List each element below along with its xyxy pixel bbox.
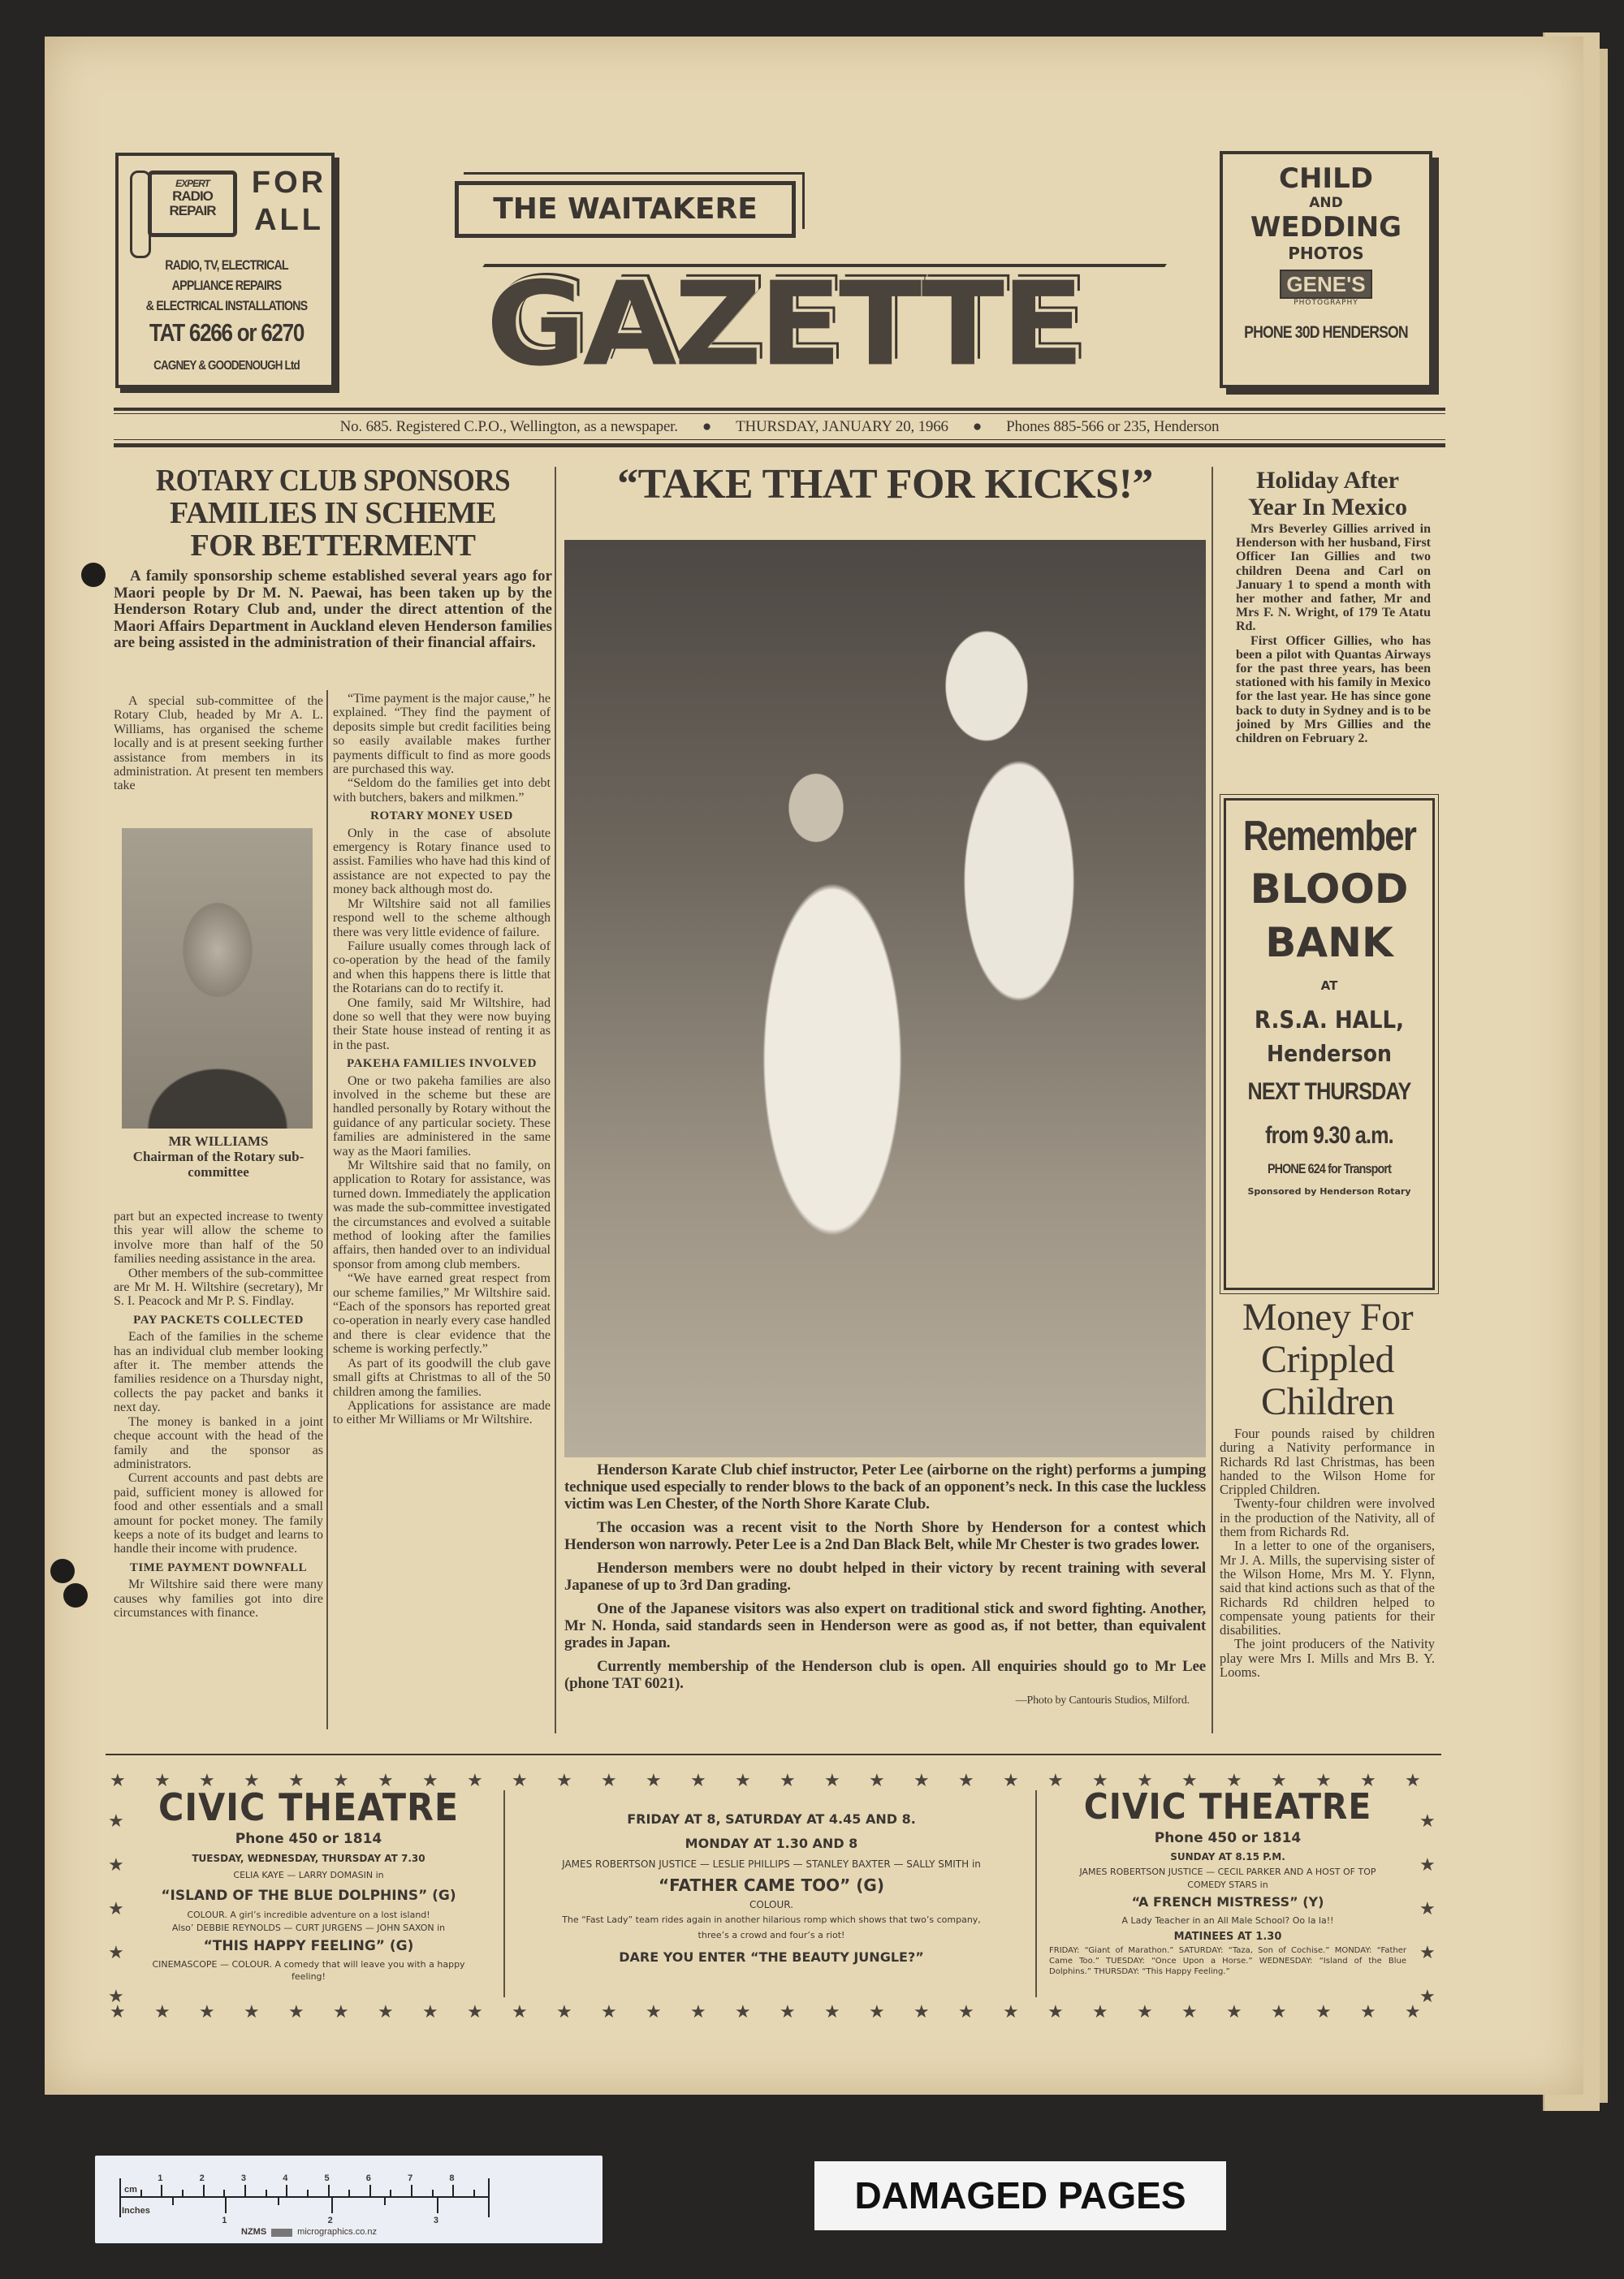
star-icon: ★	[422, 1770, 438, 1790]
ruler-tick	[225, 2197, 227, 2213]
ad-line: PHONE 624 for Transport	[1267, 1161, 1392, 1176]
ruler-tick	[182, 2190, 184, 2197]
ruler-tick-label: 2	[199, 2173, 205, 2183]
caption-paragraph: Currently membership of the Henderson club is open. All enquiries should go to Mr Lee (phone TAT 6021).	[564, 1658, 1206, 1692]
subheading: ROTARY MONEY USED	[370, 809, 513, 823]
ruler-tick-label: 5	[324, 2173, 330, 2183]
cast: JAMES ROBERTSON JUSTICE — LESLIE PHILLIPS — STANLEY BAXTER — SALLY SMITH in	[562, 1858, 981, 1870]
ruler-tick-label: 2	[327, 2216, 333, 2225]
caption-role: Chairman of the Rotary sub-committee	[132, 1149, 304, 1180]
star-icon: ★	[1360, 1770, 1376, 1790]
star-icon: ★	[108, 1854, 124, 1875]
star-icon: ★	[244, 2001, 260, 2022]
scale-ruler	[95, 2156, 603, 2243]
ruler-tick	[369, 2185, 371, 2197]
inches-label: Inches	[122, 2206, 150, 2216]
ruler-tick	[348, 2190, 350, 2197]
star-icon: ★	[1271, 1770, 1287, 1790]
star-icon: ★	[333, 2001, 349, 2022]
paragraph: Only in the case of absolute emergency is Rotary finance used to assist. Families who have had this kind of assistance are not expected to pay the money back although most do.	[333, 826, 551, 897]
star-icon: ★	[1419, 1986, 1436, 2006]
star-icon: ★	[1092, 2001, 1108, 2022]
dateline	[114, 416, 1445, 438]
mr-williams-photo	[122, 828, 313, 1129]
star-icon: ★	[1226, 1770, 1242, 1790]
star-icon: ★	[378, 1770, 394, 1790]
star-icon: ★	[1405, 2001, 1421, 2022]
ad-line: Henderson	[1267, 1040, 1392, 1067]
film-blurb: The “Fast Lady” team rides again in another hilarious romp which shows that two’s company, three’s a crowd and four’s a riot!	[562, 1914, 981, 1940]
caption-paragraph: The occasion was a recent visit to the North Shore by Henderson for a contest which Henderson won narrowly. Peter Lee is a 2nd Dan Black Belt, while Mr Chester is two grades lower.	[564, 1519, 1206, 1553]
star-icon: ★	[601, 1770, 617, 1790]
cm-label: cm	[124, 2185, 137, 2195]
ruler-tick-label: 8	[449, 2173, 455, 2183]
showtimes: FRIDAY AT 8, SATURDAY AT 4.45 AND 8.	[627, 1811, 916, 1827]
showtimes: MONDAY AT 1.30 AND 8	[685, 1836, 858, 1851]
column-rule	[326, 690, 328, 1210]
star-icon: ★	[244, 1770, 260, 1790]
rotary-column-b	[333, 692, 551, 1427]
paragraph: The money is banked in a joint cheque account with the head of the family and the sponsor as administrators.	[114, 1414, 323, 1471]
film-blurb: COLOUR. A girl’s incredible adventure on a lost island!	[187, 1910, 430, 1920]
cast: JAMES ROBERTSON JUSTICE — CECIL PARKER AND A HOST OF TOP COMEDY STARS in	[1079, 1867, 1376, 1890]
star-icon: ★	[780, 1770, 796, 1790]
ad-line: BANK	[1265, 919, 1393, 966]
star-icon: ★	[869, 1770, 885, 1790]
ad-divider	[1035, 1790, 1037, 1997]
rule	[114, 443, 1445, 447]
film-blurb: CINEMASCOPE — COLOUR. A comedy that will leave you with a happy feeling!	[152, 1959, 465, 1982]
paragraph: In a letter to one of the organisers, Mr J. A. Mills, the supervising sister of the Wilson Home, Mrs M. Y. Flynn, said that kind actions such as that of the Richards Rd children helped to compensate young patients for their disabilities.	[1220, 1538, 1435, 1638]
star-icon: ★	[1315, 2001, 1332, 2022]
star-icon: ★	[1181, 1770, 1198, 1790]
star-icon: ★	[824, 2001, 840, 2022]
star-icon: ★	[1419, 1898, 1436, 1919]
star-icon: ★	[601, 2001, 617, 2022]
star-icon: ★	[556, 1770, 572, 1790]
star-icon: ★	[556, 2001, 572, 2022]
ruler-line	[119, 2196, 489, 2198]
headline-line: Crippled	[1261, 1338, 1394, 1381]
star-icon: ★	[735, 1770, 751, 1790]
headline-line: FAMILIES IN SCHEME	[169, 496, 497, 530]
ruler-tick	[411, 2185, 412, 2197]
ad-line: AND	[1309, 195, 1343, 211]
star-icon: ★	[869, 2001, 885, 2022]
paragraph: Mrs Beverley Gillies arrived in Henderson with her husband, First Officer Ian Gillies and two children Deena and Carl on January 1 to spend a month with her mother and father, Mr and Mrs F. N. Wright, of 179 Te Atatu Rd.	[1236, 522, 1431, 634]
binding-hole	[50, 1559, 75, 1583]
paragraph: First Officer Gillies, who has been a pilot with Quantas Airways for the past three years, has been stationed with his family in Mexico for the last year. He has since gone back to duty in Sydney and is to be joined by Mrs Gillies and the children on February 2.	[1236, 633, 1431, 746]
ad-line: from 9.30 a.m.	[1265, 1122, 1393, 1149]
star-icon: ★	[288, 2001, 304, 2022]
genes-logo-sub: PHOTOGRAPHY	[1294, 299, 1358, 307]
for-text: FOR	[251, 166, 327, 200]
cast: CELIA KAYE — LARRY DOMASIN in	[233, 1870, 384, 1880]
ruler-tick	[172, 2197, 174, 2205]
ad-divider	[503, 1790, 505, 1997]
genes-logo: GENE'S	[1280, 270, 1371, 299]
ruler-tick	[437, 2197, 438, 2213]
star-icon: ★	[1137, 2001, 1153, 2022]
star-icon: ★	[1271, 2001, 1287, 2022]
showtimes: SUNDAY AT 8.15 P.M.	[1170, 1851, 1285, 1862]
star-icon: ★	[378, 2001, 394, 2022]
star-icon: ★	[1137, 1770, 1153, 1790]
paragraph: Mr Wiltshire said that no family, on application to Rotary for assistance, was turned down. Immediately the application was made the sub-committee investigated the circumstances and evolved a suitable method of looking after the families affairs, then handed over to an individual sponsor from among club members.	[333, 1159, 551, 1271]
ad-line: BLOOD	[1250, 865, 1409, 913]
holiday-body	[1236, 522, 1431, 745]
star-icon: ★	[1419, 1942, 1436, 1962]
theatre-name: CIVIC THEATRE	[158, 1785, 460, 1829]
civic-theatre-ad-right	[1049, 1786, 1406, 1977]
subheading: PAKEHA FAMILIES INVOLVED	[347, 1057, 537, 1071]
star-icon: ★	[1047, 1770, 1064, 1790]
ad-line: CHILD	[1279, 162, 1373, 195]
bullet-icon: ●	[702, 418, 712, 435]
civic-theatre-ad-left	[122, 1786, 495, 1983]
rule	[114, 408, 1445, 411]
star-icon: ★	[512, 1770, 528, 1790]
paragraph: A special sub-committee of the Rotary Club, headed by Mr A. L. Williams, has organised the scheme locally and is at present seeking further assistance from members in its administration. At present ten members take	[114, 694, 323, 793]
star-icon: ★	[467, 1770, 483, 1790]
brand-name: NZMS	[241, 2227, 267, 2237]
ruler-tick-label: 3	[433, 2216, 439, 2225]
paragraph: “Seldom do the families get into debt with butchers, bakers and milkmen.”	[333, 776, 551, 805]
matinees: MATINEES AT 1.30	[1173, 1931, 1282, 1943]
rule	[106, 1754, 1441, 1755]
column-rule	[326, 1210, 328, 1729]
ad-line: NEXT THURSDAY	[1247, 1078, 1411, 1105]
theatre-phone: Phone 450 or 1814	[235, 1831, 382, 1847]
star-icon: ★	[108, 1898, 124, 1919]
paragraph: The joint producers of the Nativity play were Mrs I. Mills and Mrs B. Y. Looms.	[1220, 1636, 1435, 1681]
star-icon: ★	[1405, 1770, 1421, 1790]
paragraph: One family, said Mr Wiltshire, had done so well that they were now buying their State house instead of renting it as in the past.	[333, 995, 551, 1052]
star-icon: ★	[646, 2001, 662, 2022]
star-icon: ★	[690, 2001, 706, 2022]
paragraph: “Time payment is the major cause,” he explained. “They find the payment of deposits simple but credit facilities being so easily available makes further payments difficult to find as more goods are purchased this way.	[333, 692, 551, 777]
ruler-tick-label: 3	[240, 2173, 247, 2183]
star-icon: ★	[108, 1986, 124, 2006]
paragraph: One or two pakeha families are also involved in the scheme but these are handled personally by Rotary without the guidance of any particular society. These families are administered in the same way as the Maori families.	[333, 1073, 551, 1159]
headline-line: Children	[1261, 1380, 1394, 1423]
paragraph: part but an expected increase to twenty this year will allow the scheme to involve more than half of the 50 families needing assistance in the area.	[114, 1210, 323, 1267]
rotary-column-a-top	[114, 694, 323, 793]
ruler-end	[119, 2178, 121, 2217]
ruler-tick	[473, 2190, 475, 2197]
paragraph: Current accounts and past debts are paid, sufficient money is allowed for food and other essentials and a small amount for pocket money. The family keeps a note of its budget and learns to handle their income with prudence.	[114, 1471, 323, 1556]
ruler-tick-label: 4	[283, 2173, 288, 2183]
phone-info: Phones 885-566 or 235, Henderson	[1006, 418, 1220, 435]
service-line: RADIO, TV, ELECTRICAL	[165, 257, 288, 273]
ad-line: R.S.A. HALL,	[1254, 1006, 1405, 1034]
karate-caption	[564, 1461, 1206, 1709]
paragraph: “We have earned great respect from our scheme families,” Mr Wiltshire said. “Each of the sponsors has reported great co-operation in nearly every case handled and there is clear evidence that the scheme is working perfectly.”	[333, 1271, 551, 1357]
binding-hole	[81, 563, 106, 587]
issue-date: THURSDAY, JANUARY 20, 1966	[736, 418, 948, 435]
all-text: ALL	[254, 203, 324, 237]
star-icon: ★	[958, 1770, 974, 1790]
caption-paragraph: One of the Japanese visitors was also expert on traditional stick and sword fighting. Another, Mr N. Honda, said standards seen in Henderson were as good as, if not better, than equivalent grades in Japan.	[564, 1600, 1206, 1651]
column-rule	[1212, 467, 1213, 1733]
ruler-tick	[328, 2185, 330, 2197]
ad-line: PHOTOS	[1288, 244, 1364, 263]
williams-photo-caption	[114, 1133, 323, 1180]
film-title: “FATHER CAME TOO” (G)	[659, 1875, 884, 1895]
rule	[114, 439, 1445, 440]
ruler-tick	[244, 2185, 246, 2197]
badge-line: REPAIR	[169, 203, 216, 218]
ruler-tick	[384, 2197, 386, 2205]
ruler-tick	[140, 2190, 142, 2197]
rotary-lead: A family sponsorship scheme established several years ago for Maori people by Dr M. N. Paewai, has been taken up by the Henderson Rotary Club and, under the direct attention of the Maori Affairs Department in Auckland eleven Henderson families are being assisted in the administration of their financial affairs.	[114, 568, 552, 651]
ad-line: AT	[1320, 978, 1338, 993]
ruler-tick	[307, 2190, 309, 2197]
star-icon: ★	[735, 2001, 751, 2022]
ruler-tick	[452, 2185, 454, 2197]
crippled-headline	[1218, 1297, 1437, 1423]
ruler-tick	[266, 2190, 267, 2197]
theatre-phone: Phone 450 or 1814	[1154, 1830, 1302, 1846]
star-icon: ★	[110, 2001, 126, 2022]
star-icon: ★	[1226, 2001, 1242, 2022]
star-icon: ★	[108, 1811, 124, 1831]
matinee-schedule: FRIDAY: “Giant of Marathon.” SATURDAY: “Taza, Son of Cochise.” MONDAY: “Father Came Too.” TUESDAY: “Once Upon a Horse.” WEDNESDAY: “Island of the Blue Dolphins.” THURSDAY: “This Happy Feeling.”	[1049, 1946, 1406, 1976]
ruler-tick	[286, 2185, 287, 2197]
rotary-column-a-bottom	[114, 1210, 323, 1620]
paragraph: Each of the families in the scheme has an individual club member looking after it. The member attends the families residence on a Thursday night, collects the pay packet and banks it next day.	[114, 1330, 323, 1415]
ruler-tick	[432, 2190, 434, 2197]
badge-line: RADIO	[172, 188, 213, 204]
star-icon: ★	[1003, 1770, 1019, 1790]
film-blurb: A Lady Teacher in an All Male School? Oo la la!!	[1121, 1915, 1334, 1926]
film-title: “ISLAND OF THE BLUE DOLPHINS” (G)	[161, 1888, 456, 1904]
star-icon: ★	[690, 1770, 706, 1790]
star-icon: ★	[199, 1770, 215, 1790]
holiday-headline	[1218, 467, 1437, 520]
headline-line: Holiday After	[1256, 467, 1399, 494]
column-rule	[555, 467, 556, 1733]
phone-number: PHONE 30D HENDERSON	[1244, 323, 1408, 342]
ad-line: Remember	[1242, 813, 1416, 860]
headline-line: Money For	[1242, 1296, 1414, 1339]
expert-radio-repair-badge	[148, 170, 237, 237]
paragraph: Four pounds raised by children during a Nativity performance in Richards Rd last Christmas, has been handed to the Wilson Home for Crippled Children.	[1220, 1426, 1435, 1498]
subheading: PAY PACKETS COLLECTED	[133, 1313, 304, 1327]
star-icon: ★	[512, 2001, 528, 2022]
star-icon: ★	[333, 1770, 349, 1790]
showtimes: TUESDAY, WEDNESDAY, THURSDAY AT 7.30	[192, 1853, 425, 1864]
paragraph: Applications for assistance are made to either Mr Williams or Mr Wiltshire.	[333, 1398, 551, 1427]
star-icon: ★	[422, 2001, 438, 2022]
ruler-brand	[241, 2227, 377, 2237]
service-line: APPLIANCE REPAIRS	[171, 278, 282, 293]
ruler-tick	[223, 2190, 225, 2197]
film-title: “A FRENCH MISTRESS” (Y)	[1131, 1894, 1324, 1910]
for-all-text	[248, 164, 330, 239]
paragraph: Mr Wiltshire said not all families respond well to the scheme although there was very little evidence of failure.	[333, 896, 551, 939]
star-icon: ★	[288, 1770, 304, 1790]
wedding-photos-ad	[1220, 151, 1432, 388]
radio-repair-ad	[115, 153, 335, 388]
star-icon: ★	[1419, 1854, 1436, 1875]
ruler-tick-label: 7	[408, 2173, 413, 2183]
brand-logo-icon	[271, 2229, 292, 2237]
star-icon: ★	[914, 1770, 930, 1790]
star-icon: ★	[958, 2001, 974, 2022]
services-list	[122, 255, 331, 316]
star-icon: ★	[1181, 2001, 1198, 2022]
caption-paragraph: Henderson Karate Club chief instructor, Peter Lee (airborne on the right) performs a jumping technique used especially to render blows to the back of an opponent’s neck. In this case the luckless victim was Len Chester, of the North Shore Karate Club.	[564, 1461, 1206, 1513]
headline-line: Year In Mexico	[1247, 494, 1408, 520]
star-icon: ★	[1047, 2001, 1064, 2022]
caption-name: MR WILLIAMS	[168, 1133, 269, 1149]
star-icon: ★	[1003, 2001, 1019, 2022]
phone-number: TAT 6266 or 6270	[149, 318, 304, 347]
paragraph: Failure usually comes through lack of co-operation by the head of the family and when this happens there is little that the Rotarians can do to rectify it.	[333, 939, 551, 996]
star-icon: ★	[1419, 1811, 1436, 1831]
star-icon: ★	[110, 1770, 126, 1790]
ruler-tick	[161, 2185, 162, 2197]
ruler-end	[488, 2178, 490, 2217]
issue-info: No. 685. Registered C.P.O., Wellington, as a newspaper.	[339, 418, 678, 435]
headline-line: ROTARY CLUB SPONSORS	[155, 464, 511, 498]
star-icon: ★	[154, 1770, 171, 1790]
cast: Also’ DEBBIE REYNOLDS — CURT JURGENS — JOHN SAXON in	[171, 1923, 446, 1933]
gazette-logo	[398, 158, 1169, 394]
civic-theatre-ad-middle	[520, 1806, 1023, 1972]
star-icon: ★	[467, 2001, 483, 2022]
star-icon: ★	[646, 1770, 662, 1790]
brand-site: micrographics.co.nz	[297, 2227, 377, 2237]
bullet-icon: ●	[972, 418, 983, 435]
ruler-tick-label: 1	[158, 2173, 163, 2183]
ruler-tick	[331, 2197, 333, 2213]
badge-line: EXPERT	[175, 178, 209, 189]
karate-headline: “TAKE THAT FOR KICKS!”	[617, 461, 1153, 507]
star-icon: ★	[108, 1942, 124, 1962]
colour-note: COLOUR.	[749, 1899, 794, 1910]
company-name: CAGNEY & GOODENOUGH Ltd	[153, 359, 300, 373]
star-icon: ★	[914, 2001, 930, 2022]
masthead-banner: THE WAITAKERE	[455, 181, 796, 238]
ruler-tick-label: 6	[365, 2173, 371, 2183]
ruler-tick	[203, 2185, 205, 2197]
theatre-name: CIVIC THEATRE	[1083, 1786, 1372, 1828]
star-icon: ★	[1360, 2001, 1376, 2022]
service-line: & ELECTRICAL INSTALLATIONS	[145, 298, 308, 313]
star-icon: ★	[824, 1770, 840, 1790]
paragraph: Mr Wiltshire said there were many causes why families got into dire circumstances with finance.	[114, 1578, 323, 1620]
rule	[114, 413, 1445, 414]
subheading: TIME PAYMENT DOWNFALL	[129, 1560, 308, 1574]
karate-photo	[564, 540, 1206, 1457]
ad-line: WEDDING	[1250, 211, 1402, 244]
paragraph: Other members of the sub-committee are Mr M. H. Wiltshire (secretary), Mr S. I. Peacock and Mr P. S. Findlay.	[114, 1266, 323, 1309]
damaged-pages-label: DAMAGED PAGES	[814, 2161, 1226, 2230]
paragraph: Twenty-four children were involved in the production of the Nativity, all of them from Richards Rd.	[1220, 1496, 1435, 1540]
ruler-tick	[390, 2190, 391, 2197]
film-title: “THIS HAPPY FEELING” (G)	[203, 1938, 414, 1954]
teaser: DARE YOU ENTER “THE BEAUTY JUNGLE?”	[619, 1949, 924, 1965]
headline-line: FOR BETTERMENT	[190, 529, 476, 563]
ruler-tick-label: 1	[222, 2216, 227, 2225]
paragraph: As part of its goodwill the club gave small gifts at Christmas to all of the 50 children among the families.	[333, 1356, 551, 1399]
ad-line: Sponsored by Henderson Rotary	[1247, 1186, 1411, 1197]
star-icon: ★	[1092, 1770, 1108, 1790]
masthead-title: GAZETTE	[486, 257, 1082, 392]
photo-credit: —Photo by Cantouris Studios, Milford.	[1015, 1694, 1190, 1707]
star-icon: ★	[199, 2001, 215, 2022]
rotary-headline	[114, 464, 552, 562]
blood-bank-ad	[1224, 798, 1435, 1290]
ruler-tick	[278, 2197, 279, 2205]
star-icon: ★	[154, 2001, 171, 2022]
star-icon: ★	[1315, 1770, 1332, 1790]
star-icon: ★	[780, 2001, 796, 2022]
crippled-body	[1220, 1427, 1435, 1679]
binding-hole	[63, 1583, 88, 1608]
caption-paragraph: Henderson members were no doubt helped in their victory by recent training with several Japanese of up to 3rd Dan grading.	[564, 1560, 1206, 1594]
